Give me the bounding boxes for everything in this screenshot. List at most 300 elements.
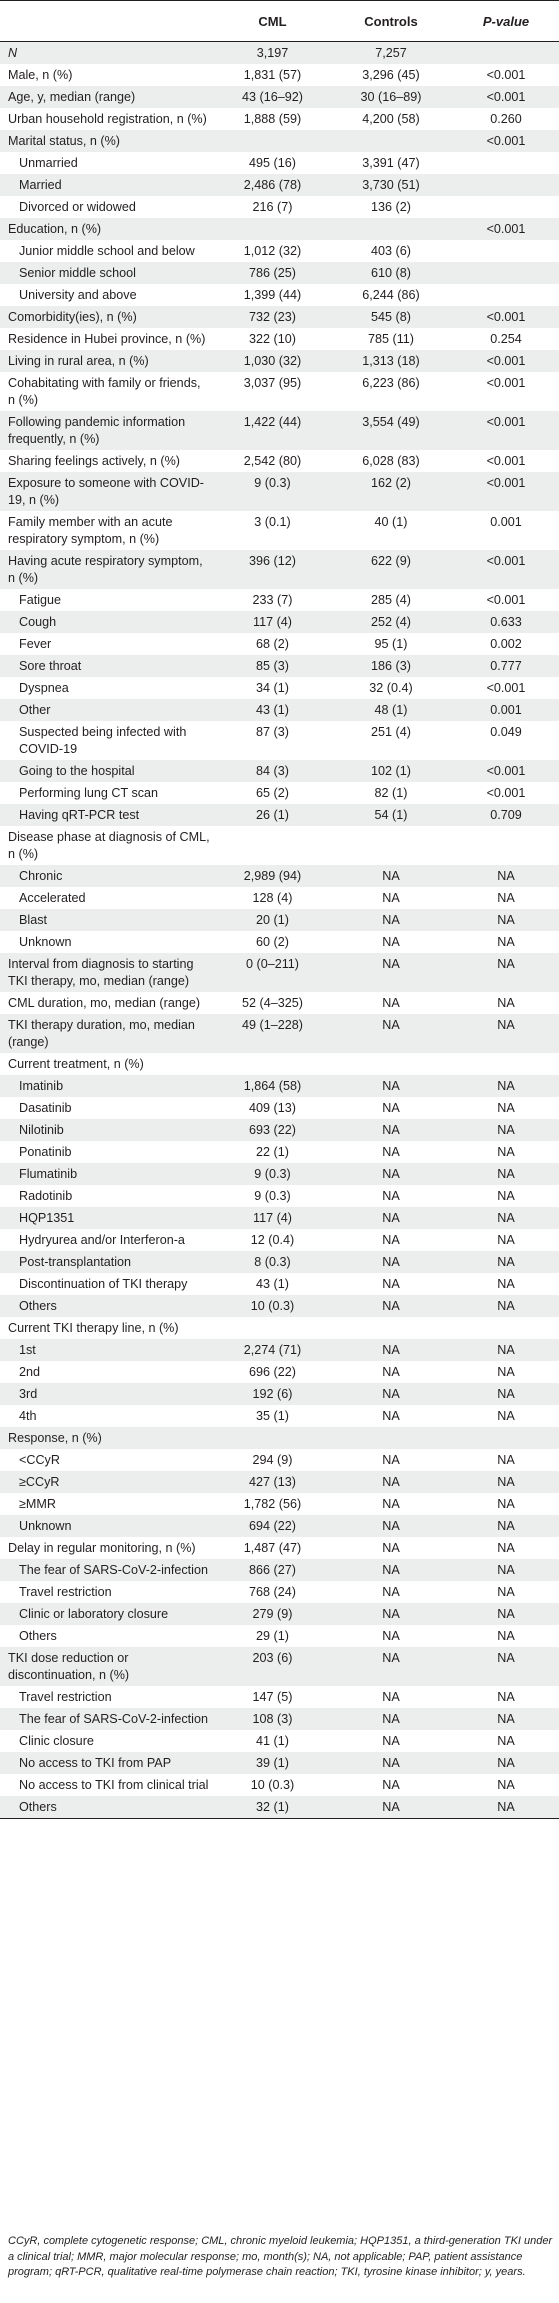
controls-value: NA bbox=[329, 1625, 453, 1647]
controls-value: NA bbox=[329, 1207, 453, 1229]
cml-value: 233 (7) bbox=[216, 589, 329, 611]
table-row bbox=[0, 1251, 559, 1273]
p-value: <0.001 bbox=[453, 472, 559, 511]
cml-value: 1,399 (44) bbox=[216, 284, 329, 306]
p-value: NA bbox=[453, 1119, 559, 1141]
table-row bbox=[0, 760, 559, 782]
row-label: Interval from diagnosis to starting TKI therapy, mo, median (range) bbox=[0, 953, 216, 992]
cml-value bbox=[216, 1317, 329, 1339]
p-value bbox=[453, 262, 559, 284]
controls-value: NA bbox=[329, 1097, 453, 1119]
controls-value: 40 (1) bbox=[329, 511, 453, 550]
cml-value: 192 (6) bbox=[216, 1383, 329, 1405]
cml-value: 68 (2) bbox=[216, 633, 329, 655]
p-value: 0.260 bbox=[453, 108, 559, 130]
table-row bbox=[0, 1625, 559, 1647]
p-value: NA bbox=[453, 1251, 559, 1273]
controls-value: 610 (8) bbox=[329, 262, 453, 284]
table-row bbox=[0, 411, 559, 450]
p-value: NA bbox=[453, 1141, 559, 1163]
p-value bbox=[453, 826, 559, 865]
table-row bbox=[0, 589, 559, 611]
table-row bbox=[0, 1471, 559, 1493]
cml-value: 117 (4) bbox=[216, 1207, 329, 1229]
cml-value: 216 (7) bbox=[216, 196, 329, 218]
p-value: NA bbox=[453, 1097, 559, 1119]
table-row bbox=[0, 782, 559, 804]
table-row bbox=[0, 1207, 559, 1229]
row-label: The fear of SARS-CoV-2-infection bbox=[0, 1559, 216, 1581]
cml-value: 39 (1) bbox=[216, 1752, 329, 1774]
header-label-cell bbox=[0, 1, 216, 42]
p-value: 0.633 bbox=[453, 611, 559, 633]
p-value: NA bbox=[453, 1537, 559, 1559]
cml-value: 3,037 (95) bbox=[216, 372, 329, 411]
cml-value: 694 (22) bbox=[216, 1515, 329, 1537]
p-value: <0.001 bbox=[453, 372, 559, 411]
controls-value: NA bbox=[329, 931, 453, 953]
table-row bbox=[0, 953, 559, 992]
controls-value: NA bbox=[329, 1471, 453, 1493]
p-value: NA bbox=[453, 1014, 559, 1053]
p-value: <0.001 bbox=[453, 86, 559, 108]
cml-value: 1,030 (32) bbox=[216, 350, 329, 372]
table-row bbox=[0, 1686, 559, 1708]
p-value: NA bbox=[453, 1471, 559, 1493]
table-row bbox=[0, 1603, 559, 1625]
cml-value: 34 (1) bbox=[216, 677, 329, 699]
controls-value: 3,391 (47) bbox=[329, 152, 453, 174]
p-value: NA bbox=[453, 1686, 559, 1708]
cml-value: 279 (9) bbox=[216, 1603, 329, 1625]
cml-value: 2,989 (94) bbox=[216, 865, 329, 887]
controls-value: NA bbox=[329, 1163, 453, 1185]
controls-value: NA bbox=[329, 1449, 453, 1471]
controls-value: 30 (16–89) bbox=[329, 86, 453, 108]
controls-value: 251 (4) bbox=[329, 721, 453, 760]
p-value: <0.001 bbox=[453, 411, 559, 450]
p-value: NA bbox=[453, 1708, 559, 1730]
table-row bbox=[0, 1361, 559, 1383]
controls-value: 186 (3) bbox=[329, 655, 453, 677]
p-value: NA bbox=[453, 1515, 559, 1537]
row-label: Suspected being infected with COVID-19 bbox=[0, 721, 216, 760]
controls-value bbox=[329, 130, 453, 152]
row-label: Age, y, median (range) bbox=[0, 86, 216, 108]
table-row bbox=[0, 1708, 559, 1730]
cml-value bbox=[216, 1053, 329, 1075]
row-label: TKI therapy duration, mo, median (range) bbox=[0, 1014, 216, 1053]
controls-value: NA bbox=[329, 1185, 453, 1207]
row-label: 1st bbox=[0, 1339, 216, 1361]
cml-value: 22 (1) bbox=[216, 1141, 329, 1163]
table-row bbox=[0, 887, 559, 909]
controls-value: NA bbox=[329, 1752, 453, 1774]
table-row bbox=[0, 511, 559, 550]
table-row bbox=[0, 992, 559, 1014]
controls-value: NA bbox=[329, 1559, 453, 1581]
p-value: 0.254 bbox=[453, 328, 559, 350]
p-value: <0.001 bbox=[453, 589, 559, 611]
cml-value: 0 (0–211) bbox=[216, 953, 329, 992]
cml-value: 1,422 (44) bbox=[216, 411, 329, 450]
row-label: Going to the hospital bbox=[0, 760, 216, 782]
table-row bbox=[0, 1141, 559, 1163]
controls-value: 32 (0.4) bbox=[329, 677, 453, 699]
p-value: NA bbox=[453, 931, 559, 953]
cml-value: 87 (3) bbox=[216, 721, 329, 760]
p-value: NA bbox=[453, 1647, 559, 1686]
p-value: NA bbox=[453, 1229, 559, 1251]
controls-value: NA bbox=[329, 887, 453, 909]
controls-value bbox=[329, 1427, 453, 1449]
controls-value: NA bbox=[329, 1141, 453, 1163]
table-row bbox=[0, 152, 559, 174]
controls-value: NA bbox=[329, 992, 453, 1014]
cml-value: 2,486 (78) bbox=[216, 174, 329, 196]
p-value: NA bbox=[453, 1774, 559, 1796]
row-label: Marital status, n (%) bbox=[0, 130, 216, 152]
row-label: Post-transplantation bbox=[0, 1251, 216, 1273]
controls-value: NA bbox=[329, 1603, 453, 1625]
table-row bbox=[0, 372, 559, 411]
row-label: Flumatinib bbox=[0, 1163, 216, 1185]
cml-value: 8 (0.3) bbox=[216, 1251, 329, 1273]
table-row bbox=[0, 1449, 559, 1471]
row-label: Response, n (%) bbox=[0, 1427, 216, 1449]
p-value: NA bbox=[453, 887, 559, 909]
controls-value: 252 (4) bbox=[329, 611, 453, 633]
row-label: <CCyR bbox=[0, 1449, 216, 1471]
row-label: Performing lung CT scan bbox=[0, 782, 216, 804]
table-row bbox=[0, 1796, 559, 1819]
controls-value: 48 (1) bbox=[329, 699, 453, 721]
cml-value: 65 (2) bbox=[216, 782, 329, 804]
controls-value: NA bbox=[329, 1493, 453, 1515]
p-value: NA bbox=[453, 1295, 559, 1317]
cml-value: 43 (1) bbox=[216, 1273, 329, 1295]
controls-value: 6,223 (86) bbox=[329, 372, 453, 411]
table-row bbox=[0, 64, 559, 86]
p-value bbox=[453, 1053, 559, 1075]
table-row bbox=[0, 1405, 559, 1427]
controls-value: 3,554 (49) bbox=[329, 411, 453, 450]
table-row bbox=[0, 1295, 559, 1317]
table-row bbox=[0, 1185, 559, 1207]
row-label: Family member with an acute respiratory symptom, n (%) bbox=[0, 511, 216, 550]
cml-value: 128 (4) bbox=[216, 887, 329, 909]
row-label: Dyspnea bbox=[0, 677, 216, 699]
cml-value bbox=[216, 826, 329, 865]
p-value: NA bbox=[453, 1075, 559, 1097]
controls-value: 162 (2) bbox=[329, 472, 453, 511]
row-label: Ponatinib bbox=[0, 1141, 216, 1163]
table-row bbox=[0, 284, 559, 306]
row-label: Sharing feelings actively, n (%) bbox=[0, 450, 216, 472]
p-value: <0.001 bbox=[453, 677, 559, 699]
controls-value: 4,200 (58) bbox=[329, 108, 453, 130]
p-value: NA bbox=[453, 953, 559, 992]
row-label: Others bbox=[0, 1625, 216, 1647]
controls-value bbox=[329, 1317, 453, 1339]
row-label: Disease phase at diagnosis of CML, n (%) bbox=[0, 826, 216, 865]
controls-value: 3,296 (45) bbox=[329, 64, 453, 86]
controls-value: NA bbox=[329, 1730, 453, 1752]
cml-value: 1,888 (59) bbox=[216, 108, 329, 130]
controls-value: NA bbox=[329, 909, 453, 931]
row-label: CML duration, mo, median (range) bbox=[0, 992, 216, 1014]
row-label: University and above bbox=[0, 284, 216, 306]
header-p-value-text: P-value bbox=[482, 13, 530, 29]
p-value bbox=[453, 284, 559, 306]
p-value: NA bbox=[453, 1185, 559, 1207]
cml-value: 768 (24) bbox=[216, 1581, 329, 1603]
p-value: 0.049 bbox=[453, 721, 559, 760]
controls-value: 285 (4) bbox=[329, 589, 453, 611]
controls-value: 7,257 bbox=[329, 42, 453, 65]
table-row bbox=[0, 130, 559, 152]
row-label: Cohabitating with family or friends, n (%) bbox=[0, 372, 216, 411]
controls-value: NA bbox=[329, 1581, 453, 1603]
row-label: Clinic or laboratory closure bbox=[0, 1603, 216, 1625]
p-value: NA bbox=[453, 992, 559, 1014]
table-row bbox=[0, 472, 559, 511]
row-label: Fatigue bbox=[0, 589, 216, 611]
p-value: NA bbox=[453, 1493, 559, 1515]
controls-value: 545 (8) bbox=[329, 306, 453, 328]
cml-value: 12 (0.4) bbox=[216, 1229, 329, 1251]
table-row bbox=[0, 1493, 559, 1515]
p-value: <0.001 bbox=[453, 306, 559, 328]
controls-value: NA bbox=[329, 1361, 453, 1383]
row-label: Male, n (%) bbox=[0, 64, 216, 86]
p-value: 0.001 bbox=[453, 511, 559, 550]
controls-value: 136 (2) bbox=[329, 196, 453, 218]
cml-value bbox=[216, 130, 329, 152]
p-value: <0.001 bbox=[453, 350, 559, 372]
table-row bbox=[0, 1515, 559, 1537]
row-label: 2nd bbox=[0, 1361, 216, 1383]
table-row bbox=[0, 1075, 559, 1097]
table-row bbox=[0, 1752, 559, 1774]
controls-value: NA bbox=[329, 1075, 453, 1097]
p-value: NA bbox=[453, 1449, 559, 1471]
cml-value: 35 (1) bbox=[216, 1405, 329, 1427]
p-value: NA bbox=[453, 1559, 559, 1581]
cml-value: 9 (0.3) bbox=[216, 1185, 329, 1207]
table-row bbox=[0, 550, 559, 589]
table-row bbox=[0, 218, 559, 240]
cml-value: 3,197 bbox=[216, 42, 329, 65]
cml-value: 732 (23) bbox=[216, 306, 329, 328]
p-value: NA bbox=[453, 1207, 559, 1229]
table-row bbox=[0, 611, 559, 633]
table-row bbox=[0, 1014, 559, 1053]
row-label: Junior middle school and below bbox=[0, 240, 216, 262]
cml-value: 10 (0.3) bbox=[216, 1774, 329, 1796]
p-value: <0.001 bbox=[453, 782, 559, 804]
cml-value: 10 (0.3) bbox=[216, 1295, 329, 1317]
p-value bbox=[453, 174, 559, 196]
cml-value: 9 (0.3) bbox=[216, 472, 329, 511]
cml-value: 43 (16–92) bbox=[216, 86, 329, 108]
table-row bbox=[0, 865, 559, 887]
cml-value: 427 (13) bbox=[216, 1471, 329, 1493]
controls-value: 95 (1) bbox=[329, 633, 453, 655]
row-label: Delay in regular monitoring, n (%) bbox=[0, 1537, 216, 1559]
p-value: NA bbox=[453, 1405, 559, 1427]
row-label: Radotinib bbox=[0, 1185, 216, 1207]
p-value: <0.001 bbox=[453, 218, 559, 240]
table-footnote: CCyR, complete cytogenetic response; CML, chronic myeloid leukemia; HQP1351, a third-generation TKI under a clinical trial; MMR, major molecular response; mo, month(s); NA, not applicable; PAP, patient assistance program; qRT-PCR, qualitative real-time polymerase chain reaction; TKI, tyrosine kinase inhibitor; y, years. bbox=[8, 2235, 553, 2278]
table-row bbox=[0, 1647, 559, 1686]
cml-value: 396 (12) bbox=[216, 550, 329, 589]
cml-value: 117 (4) bbox=[216, 611, 329, 633]
row-label: Discontinuation of TKI therapy bbox=[0, 1273, 216, 1295]
table-row bbox=[0, 42, 559, 65]
controls-value: 6,244 (86) bbox=[329, 284, 453, 306]
cml-value: 60 (2) bbox=[216, 931, 329, 953]
row-label: Cough bbox=[0, 611, 216, 633]
header-p-value bbox=[453, 1, 559, 42]
table-row bbox=[0, 1427, 559, 1449]
table-row bbox=[0, 655, 559, 677]
table-row bbox=[0, 450, 559, 472]
table-row bbox=[0, 1317, 559, 1339]
cml-value: 43 (1) bbox=[216, 699, 329, 721]
controls-value: NA bbox=[329, 1119, 453, 1141]
row-label: Hydryurea and/or Interferon-a bbox=[0, 1229, 216, 1251]
table-row bbox=[0, 1537, 559, 1559]
controls-value: NA bbox=[329, 1339, 453, 1361]
controls-value: NA bbox=[329, 1686, 453, 1708]
table-header bbox=[0, 1, 559, 42]
controls-value: 6,028 (83) bbox=[329, 450, 453, 472]
p-value: <0.001 bbox=[453, 760, 559, 782]
cml-value bbox=[216, 218, 329, 240]
table-row bbox=[0, 1053, 559, 1075]
row-label: Unmarried bbox=[0, 152, 216, 174]
p-value: NA bbox=[453, 865, 559, 887]
row-label: Comorbidity(ies), n (%) bbox=[0, 306, 216, 328]
cml-value: 32 (1) bbox=[216, 1796, 329, 1819]
cml-value: 1,012 (32) bbox=[216, 240, 329, 262]
row-label: Other bbox=[0, 699, 216, 721]
table-body bbox=[0, 42, 559, 1819]
p-value: 0.777 bbox=[453, 655, 559, 677]
controls-value: NA bbox=[329, 1273, 453, 1295]
table-row bbox=[0, 699, 559, 721]
controls-value: NA bbox=[329, 1014, 453, 1053]
p-value: NA bbox=[453, 1383, 559, 1405]
row-label: Urban household registration, n (%) bbox=[0, 108, 216, 130]
header-controls: Controls bbox=[329, 1, 453, 42]
cml-value: 84 (3) bbox=[216, 760, 329, 782]
row-label: Exposure to someone with COVID-19, n (%) bbox=[0, 472, 216, 511]
table-row bbox=[0, 350, 559, 372]
table-row bbox=[0, 826, 559, 865]
row-label: Blast bbox=[0, 909, 216, 931]
cml-value: 52 (4–325) bbox=[216, 992, 329, 1014]
header-cml: CML bbox=[216, 1, 329, 42]
row-label: Others bbox=[0, 1796, 216, 1819]
table-row bbox=[0, 108, 559, 130]
cml-value: 203 (6) bbox=[216, 1647, 329, 1686]
controls-value: 54 (1) bbox=[329, 804, 453, 826]
p-value: NA bbox=[453, 1752, 559, 1774]
p-value: NA bbox=[453, 909, 559, 931]
table-row bbox=[0, 677, 559, 699]
row-label: ≥CCyR bbox=[0, 1471, 216, 1493]
row-label: N bbox=[0, 42, 216, 65]
controls-value: NA bbox=[329, 1405, 453, 1427]
cml-value: 696 (22) bbox=[216, 1361, 329, 1383]
row-label: Divorced or widowed bbox=[0, 196, 216, 218]
p-value: NA bbox=[453, 1163, 559, 1185]
row-label: Others bbox=[0, 1295, 216, 1317]
controls-value: 403 (6) bbox=[329, 240, 453, 262]
p-value: NA bbox=[453, 1339, 559, 1361]
cml-value: 147 (5) bbox=[216, 1686, 329, 1708]
row-label: No access to TKI from PAP bbox=[0, 1752, 216, 1774]
controls-value bbox=[329, 218, 453, 240]
table-row bbox=[0, 1339, 559, 1361]
controls-value: NA bbox=[329, 1251, 453, 1273]
p-value: 0.002 bbox=[453, 633, 559, 655]
row-label: Dasatinib bbox=[0, 1097, 216, 1119]
row-label: The fear of SARS-CoV-2-infection bbox=[0, 1708, 216, 1730]
row-label: ≥MMR bbox=[0, 1493, 216, 1515]
table-row bbox=[0, 721, 559, 760]
cml-value bbox=[216, 1427, 329, 1449]
p-value: NA bbox=[453, 1603, 559, 1625]
cml-value: 49 (1–228) bbox=[216, 1014, 329, 1053]
table-row bbox=[0, 196, 559, 218]
controls-value bbox=[329, 1053, 453, 1075]
row-label: Having qRT-PCR test bbox=[0, 804, 216, 826]
p-value bbox=[453, 1427, 559, 1449]
controls-value: NA bbox=[329, 1229, 453, 1251]
p-value bbox=[453, 240, 559, 262]
controls-value: NA bbox=[329, 1383, 453, 1405]
table-row bbox=[0, 1163, 559, 1185]
controls-value: NA bbox=[329, 1515, 453, 1537]
row-label: Travel restriction bbox=[0, 1581, 216, 1603]
controls-value: 82 (1) bbox=[329, 782, 453, 804]
cml-value: 26 (1) bbox=[216, 804, 329, 826]
p-value: 0.709 bbox=[453, 804, 559, 826]
table-row bbox=[0, 328, 559, 350]
controls-value: 1,313 (18) bbox=[329, 350, 453, 372]
row-label: TKI dose reduction or discontinuation, n (%) bbox=[0, 1647, 216, 1686]
cml-value: 1,782 (56) bbox=[216, 1493, 329, 1515]
row-label: Accelerated bbox=[0, 887, 216, 909]
row-label: Married bbox=[0, 174, 216, 196]
p-value: NA bbox=[453, 1273, 559, 1295]
table-row bbox=[0, 909, 559, 931]
p-value: <0.001 bbox=[453, 450, 559, 472]
cml-value: 693 (22) bbox=[216, 1119, 329, 1141]
cml-value: 866 (27) bbox=[216, 1559, 329, 1581]
controls-value bbox=[329, 826, 453, 865]
controls-value: NA bbox=[329, 1647, 453, 1686]
cml-value: 1,864 (58) bbox=[216, 1075, 329, 1097]
cml-value: 9 (0.3) bbox=[216, 1163, 329, 1185]
table-row bbox=[0, 1097, 559, 1119]
controls-value: NA bbox=[329, 865, 453, 887]
table-row bbox=[0, 1730, 559, 1752]
table-row bbox=[0, 262, 559, 284]
